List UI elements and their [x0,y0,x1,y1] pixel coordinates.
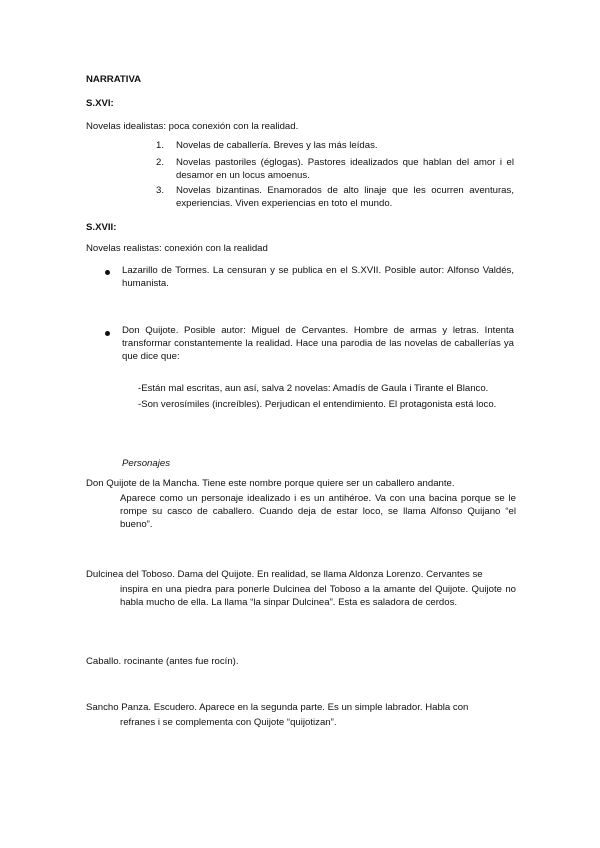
list-item-text: Novelas pastoriles (églogas). Pastores idealizados que hablan del amor i el desamor en un locus amoenus. [176,157,514,181]
character-first-line: Caballo. rocinante (antes fue rocín). [86,656,239,667]
s16-intro: Novelas idealistas: poca conexión con la realidad. [86,121,299,132]
character-first-line: Don Quijote de la Mancha. Tiene este nombre porque quiere ser un caballero andante. [86,478,455,489]
section-title-s17: S.XVII: [86,222,117,233]
character-first-line: Dulcinea del Toboso. Dama del Quijote. En realidad, se llama Aldonza Lorenzo. Cervantes se [86,569,483,580]
section-title-s16: S.XVI: [86,98,114,109]
list-number: 1. [155,140,164,151]
list-number: 3. [155,185,164,196]
list-item-text: Novelas bizantinas. Enamorados de alto linaje que les ocurren aventuras, experiencias. Viven experiencias en toto el mundo. [176,185,514,209]
dash-item: -Son verosímiles (increíbles). Perjudican el entendimiento. El protagonista está loco. [138,399,497,410]
character-description: refranes i se complementa con Quijote “quijotizan”. [120,717,337,728]
bullet-text: Don Quijote. Posible autor: Miguel de Cervantes. Hombre de armas y letras. Intenta transformar constantemente la realidad. Hace una parodia de las novelas de caballerías ya que dice que: [122,325,514,362]
bullet-text: Lazarillo de Tormes. La censuran y se publica en el S.XVII. Posible autor: Alfonso Valdés, humanista. [122,265,514,289]
character-description: inspira en una piedra para ponerle Dulcinea del Toboso a la amante del Quijote. Quijote no habla mucho de ella. La llama “la sinpar Dulcinea”. Esta es saladora de cerdos. [120,584,516,608]
dash-item: -Están mal escritas, aun así, salva 2 novelas: Amadís de Gaula i Tirante el Blanco. [138,383,489,394]
list-number: 2. [155,157,164,168]
character-description: Aparece como un personaje idealizado i es un antihéroe. Va con una bacina porque se le rompe su casco de caballero. Cuando deja de estar loco, se llama Alfonso Quijano “el bueno”. [120,493,516,530]
list-item-text: Novelas de caballería. Breves y las más leídas. [176,140,378,151]
character-first-line: Sancho Panza. Escudero. Aparece en la segunda parte. Es un simple labrador. Habla con [86,702,469,713]
bullet-icon [105,331,110,336]
s17-intro: Novelas realistas: conexión con la realidad [86,243,268,254]
bullet-icon [105,270,110,275]
personajes-title: Personajes [122,458,170,469]
heading-narrativa: NARRATIVA [86,74,142,85]
